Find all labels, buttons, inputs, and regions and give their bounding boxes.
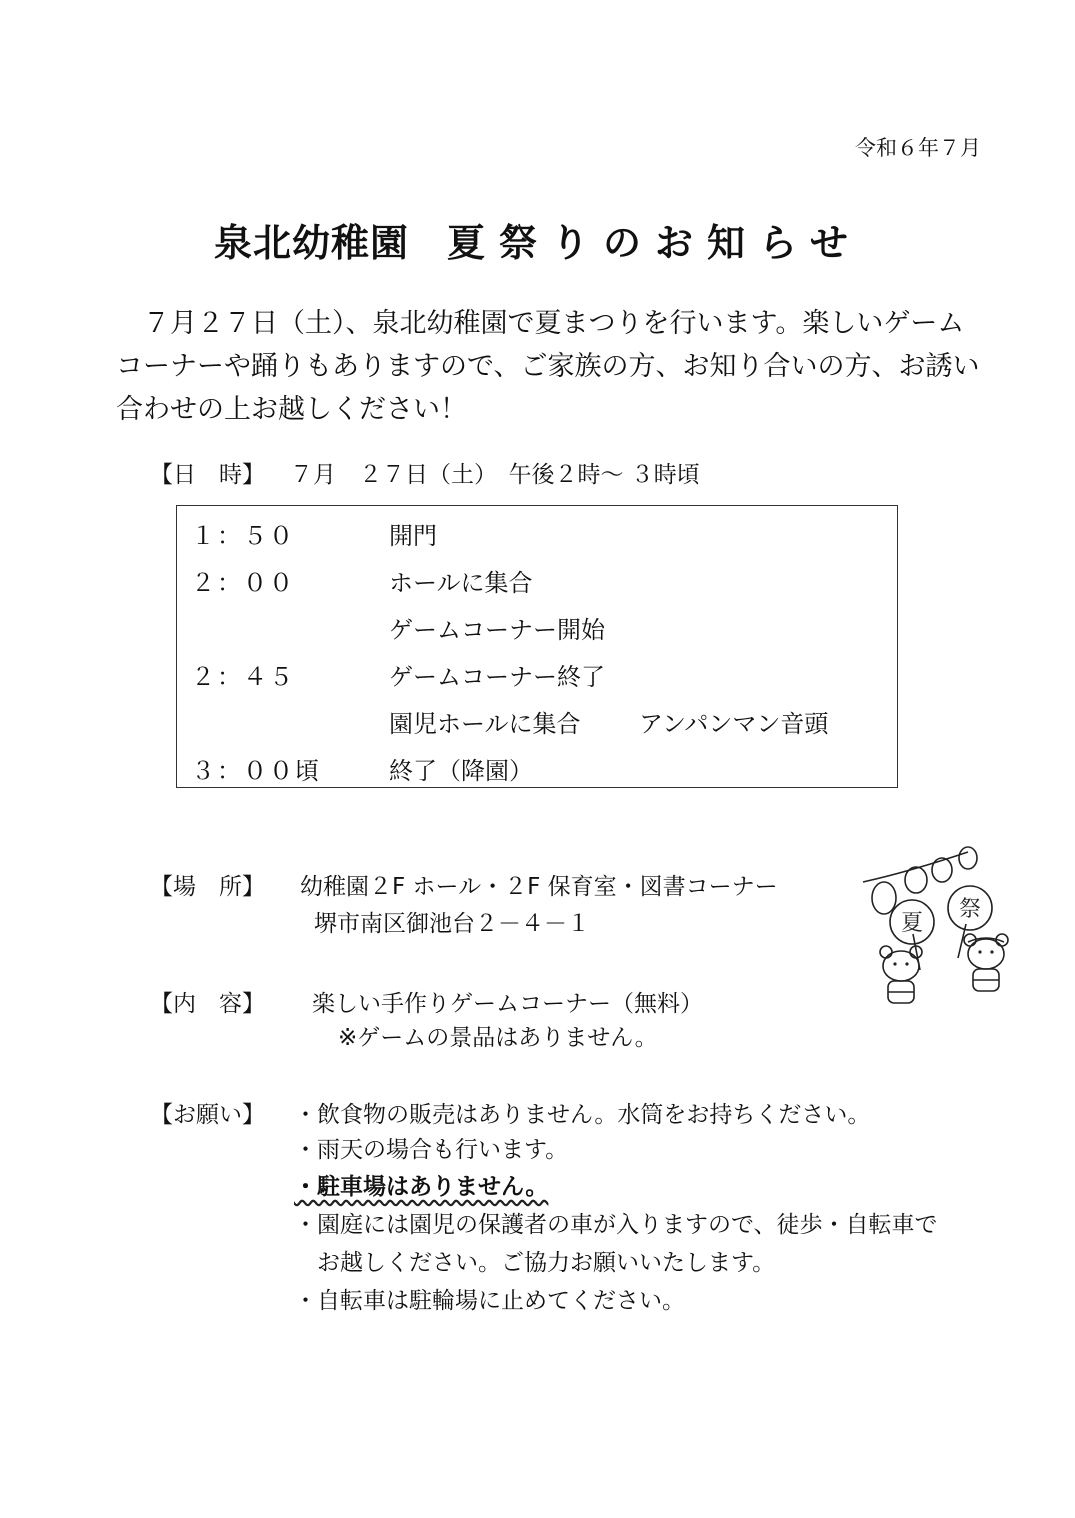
schedule-desc: 園児ホールに集合 bbox=[389, 710, 581, 738]
bear-head-icon bbox=[883, 951, 919, 981]
request-item: ・雨天の場合も行います。 bbox=[294, 1137, 569, 1163]
intro-line-2: コーナーや踊りもありますので、ご家族の方、お知り合いの方、お誘い bbox=[116, 351, 980, 382]
place-address: 堺市南区御池台２－４－１ bbox=[314, 911, 590, 937]
schedule-row bbox=[177, 516, 897, 556]
lantern-icon bbox=[959, 847, 977, 869]
bear-head-icon bbox=[968, 939, 1004, 969]
headband-icon bbox=[968, 938, 1004, 942]
request-item-parking bbox=[294, 1168, 548, 1201]
requests-label: 【お願い】 bbox=[150, 1102, 265, 1128]
intro-line-3: 合わせの上お越しください！ bbox=[116, 394, 467, 425]
schedule-row bbox=[177, 610, 897, 650]
schedule-desc: ゲームコーナー終了 bbox=[389, 663, 605, 691]
schedule-row bbox=[177, 704, 897, 744]
fan-left-label: 夏 bbox=[900, 911, 924, 936]
place-venue: 幼稚園２F ホール・２F 保育室・図書コーナー bbox=[300, 874, 778, 900]
schedule-time: ２：００ bbox=[191, 569, 295, 597]
fan-right-label: 祭 bbox=[958, 897, 982, 922]
intro-line-1: ７月２７日（土）、泉北幼稚園で夏まつりを行います。楽しいゲーム bbox=[143, 308, 965, 339]
datetime-label: 【日 時】 bbox=[150, 462, 265, 488]
content-main: 楽しい手作りゲームコーナー（無料） bbox=[312, 991, 703, 1017]
schedule-extra: アンパンマン音頭 bbox=[639, 710, 829, 738]
schedule-desc: ホールに集合 bbox=[389, 569, 533, 597]
page-title bbox=[214, 212, 862, 267]
request-item: お越しください。ご協力お願いいたします。 bbox=[294, 1250, 776, 1276]
lantern-icon bbox=[872, 882, 896, 914]
lantern-icon bbox=[932, 858, 952, 882]
intro-paragraph bbox=[116, 302, 996, 431]
schedule-time: ３：００頃 bbox=[191, 757, 321, 785]
schedule-row bbox=[177, 751, 897, 791]
festival-bears-illustration bbox=[858, 842, 1028, 1022]
schedule-time: ２：４５ bbox=[191, 663, 295, 691]
schedule-row bbox=[177, 563, 897, 603]
event-title: 夏祭りのお知らせ bbox=[447, 221, 862, 265]
request-item-parking-text: ・駐車場はありません。 bbox=[294, 1174, 549, 1200]
lantern-icon bbox=[905, 867, 927, 893]
request-item: ・園庭には園児の保護者の車が入りますので、徒歩・自転車で bbox=[294, 1212, 938, 1238]
school-name: 泉北幼稚園 bbox=[214, 221, 410, 265]
schedule-box bbox=[176, 505, 898, 788]
datetime-value: ７月 ２７日（土） 午後２時～ ３時頃 bbox=[290, 462, 700, 488]
request-item: ・自転車は駐輪場に止めてください。 bbox=[294, 1288, 685, 1314]
schedule-desc: 開門 bbox=[389, 522, 437, 550]
schedule-desc: 終了（降園） bbox=[389, 757, 533, 785]
place-label: 【場 所】 bbox=[150, 874, 265, 900]
request-item: ・飲食物の販売はありません。水筒をお持ちください。 bbox=[294, 1102, 871, 1128]
schedule-row bbox=[177, 657, 897, 697]
schedule-time: １：５０ bbox=[191, 522, 295, 550]
content-note: ※ゲームの景品はありません。 bbox=[338, 1025, 658, 1051]
schedule-desc: ゲームコーナー開始 bbox=[389, 616, 605, 644]
bear-ear-icon bbox=[880, 946, 892, 958]
document-date: 令和６年７月 bbox=[855, 136, 981, 160]
content-label: 【内 容】 bbox=[150, 991, 265, 1017]
